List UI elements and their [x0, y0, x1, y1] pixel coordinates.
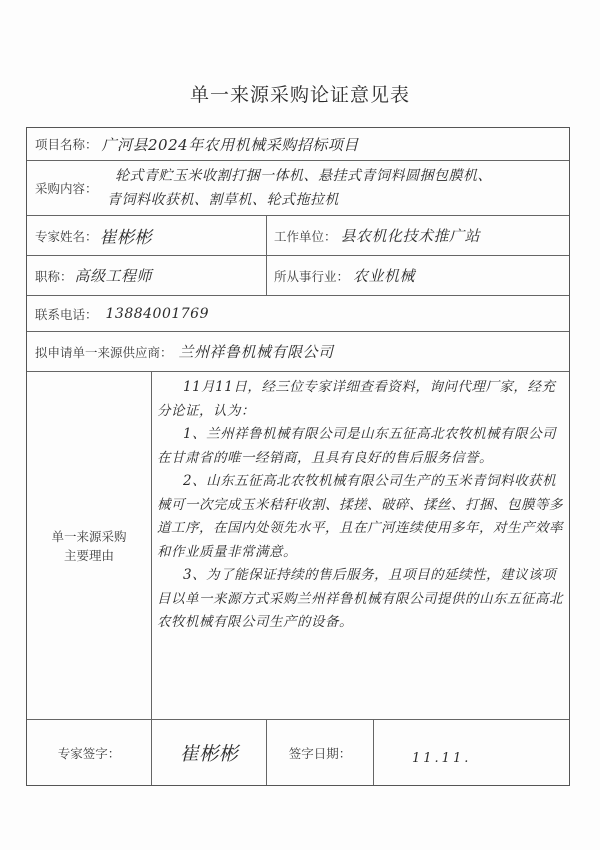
sign-date-value: 11.11.: [412, 751, 472, 766]
reason-point-1: 1、兰州祥鲁机械有限公司是山东五征高北农牧机械有限公司在甘肃省的唯一经销商，且具有良好的售后服务信誉。: [157, 426, 557, 466]
row-project-name: [27, 128, 569, 161]
row-title-rank: [27, 256, 569, 296]
project-name-value: 广河县2024年农用机械采购招标项目: [101, 135, 359, 154]
sign-date-label: 签字日期：: [288, 745, 352, 761]
phone-label: 联系电话：: [35, 306, 98, 322]
supplier-label: 拟申请单一来源供应商：: [35, 344, 173, 360]
procurement-content-line-1: 轮式青贮玉米收割打捆一体机、悬挂式青饲料圆捆包膜机、: [115, 168, 492, 184]
row-phone: [27, 296, 569, 332]
work-unit-label: 工作单位：: [274, 228, 337, 244]
procurement-content-line-2: 青饲料收获机、割草机、轮式拖拉机: [107, 192, 339, 208]
opinion-form-table: [26, 127, 570, 786]
procurement-content-label: 采购内容：: [35, 181, 98, 196]
expert-signature: 崔彬彬: [179, 743, 239, 765]
row-signature: [27, 720, 569, 785]
row-reason: [27, 372, 569, 720]
reason-intro: 11月11日，经三位专家详细查看资料，询问代理厂家，经充分论证，认为：: [157, 379, 556, 419]
row-supplier: [27, 332, 569, 372]
reason-label-line-2: 主要理由: [63, 547, 114, 563]
row-procurement-content: [27, 161, 569, 216]
work-unit-value: 县农机化技术推广站: [340, 227, 481, 245]
project-name-label: 项目名称：: [35, 137, 98, 152]
supplier-value: 兰州祥鲁机械有限公司: [178, 343, 334, 361]
expert-name-value: 崔彬彬: [99, 228, 153, 248]
page-title: 单一来源采购论证意见表: [189, 84, 410, 106]
expert-name-label: 专家姓名：: [35, 228, 98, 244]
industry-value: 农业机械: [353, 267, 416, 285]
phone-value: 13884001769: [105, 305, 209, 322]
reason-point-2: 2、山东五征高北农牧机械有限公司生产的玉米青饲料收获机械可一次完成玉米秸秆收割、揉搓、破碎、揉丝、打捆、包膜等多道工序，在国内处领先水平，且在广河连续使用多年，对生产效率和作业质量非常满意。: [157, 473, 563, 560]
row-expert-name: [27, 216, 569, 256]
reason-point-3: 3、为了能保证持续的售后服务，且项目的延续性，建议该项目以单一来源方式采购兰州祥鲁机械有限公司提供的山东五征高北农牧机械有限公司生产的设备。: [157, 567, 563, 630]
expert-sign-label: 专家签字：: [57, 745, 121, 761]
industry-label: 所从事行业：: [274, 268, 350, 284]
reason-label-line-1: 单一来源采购: [51, 528, 127, 544]
title-rank-value: 高级工程师: [74, 267, 153, 285]
title-rank-label: 职称：: [35, 268, 73, 284]
